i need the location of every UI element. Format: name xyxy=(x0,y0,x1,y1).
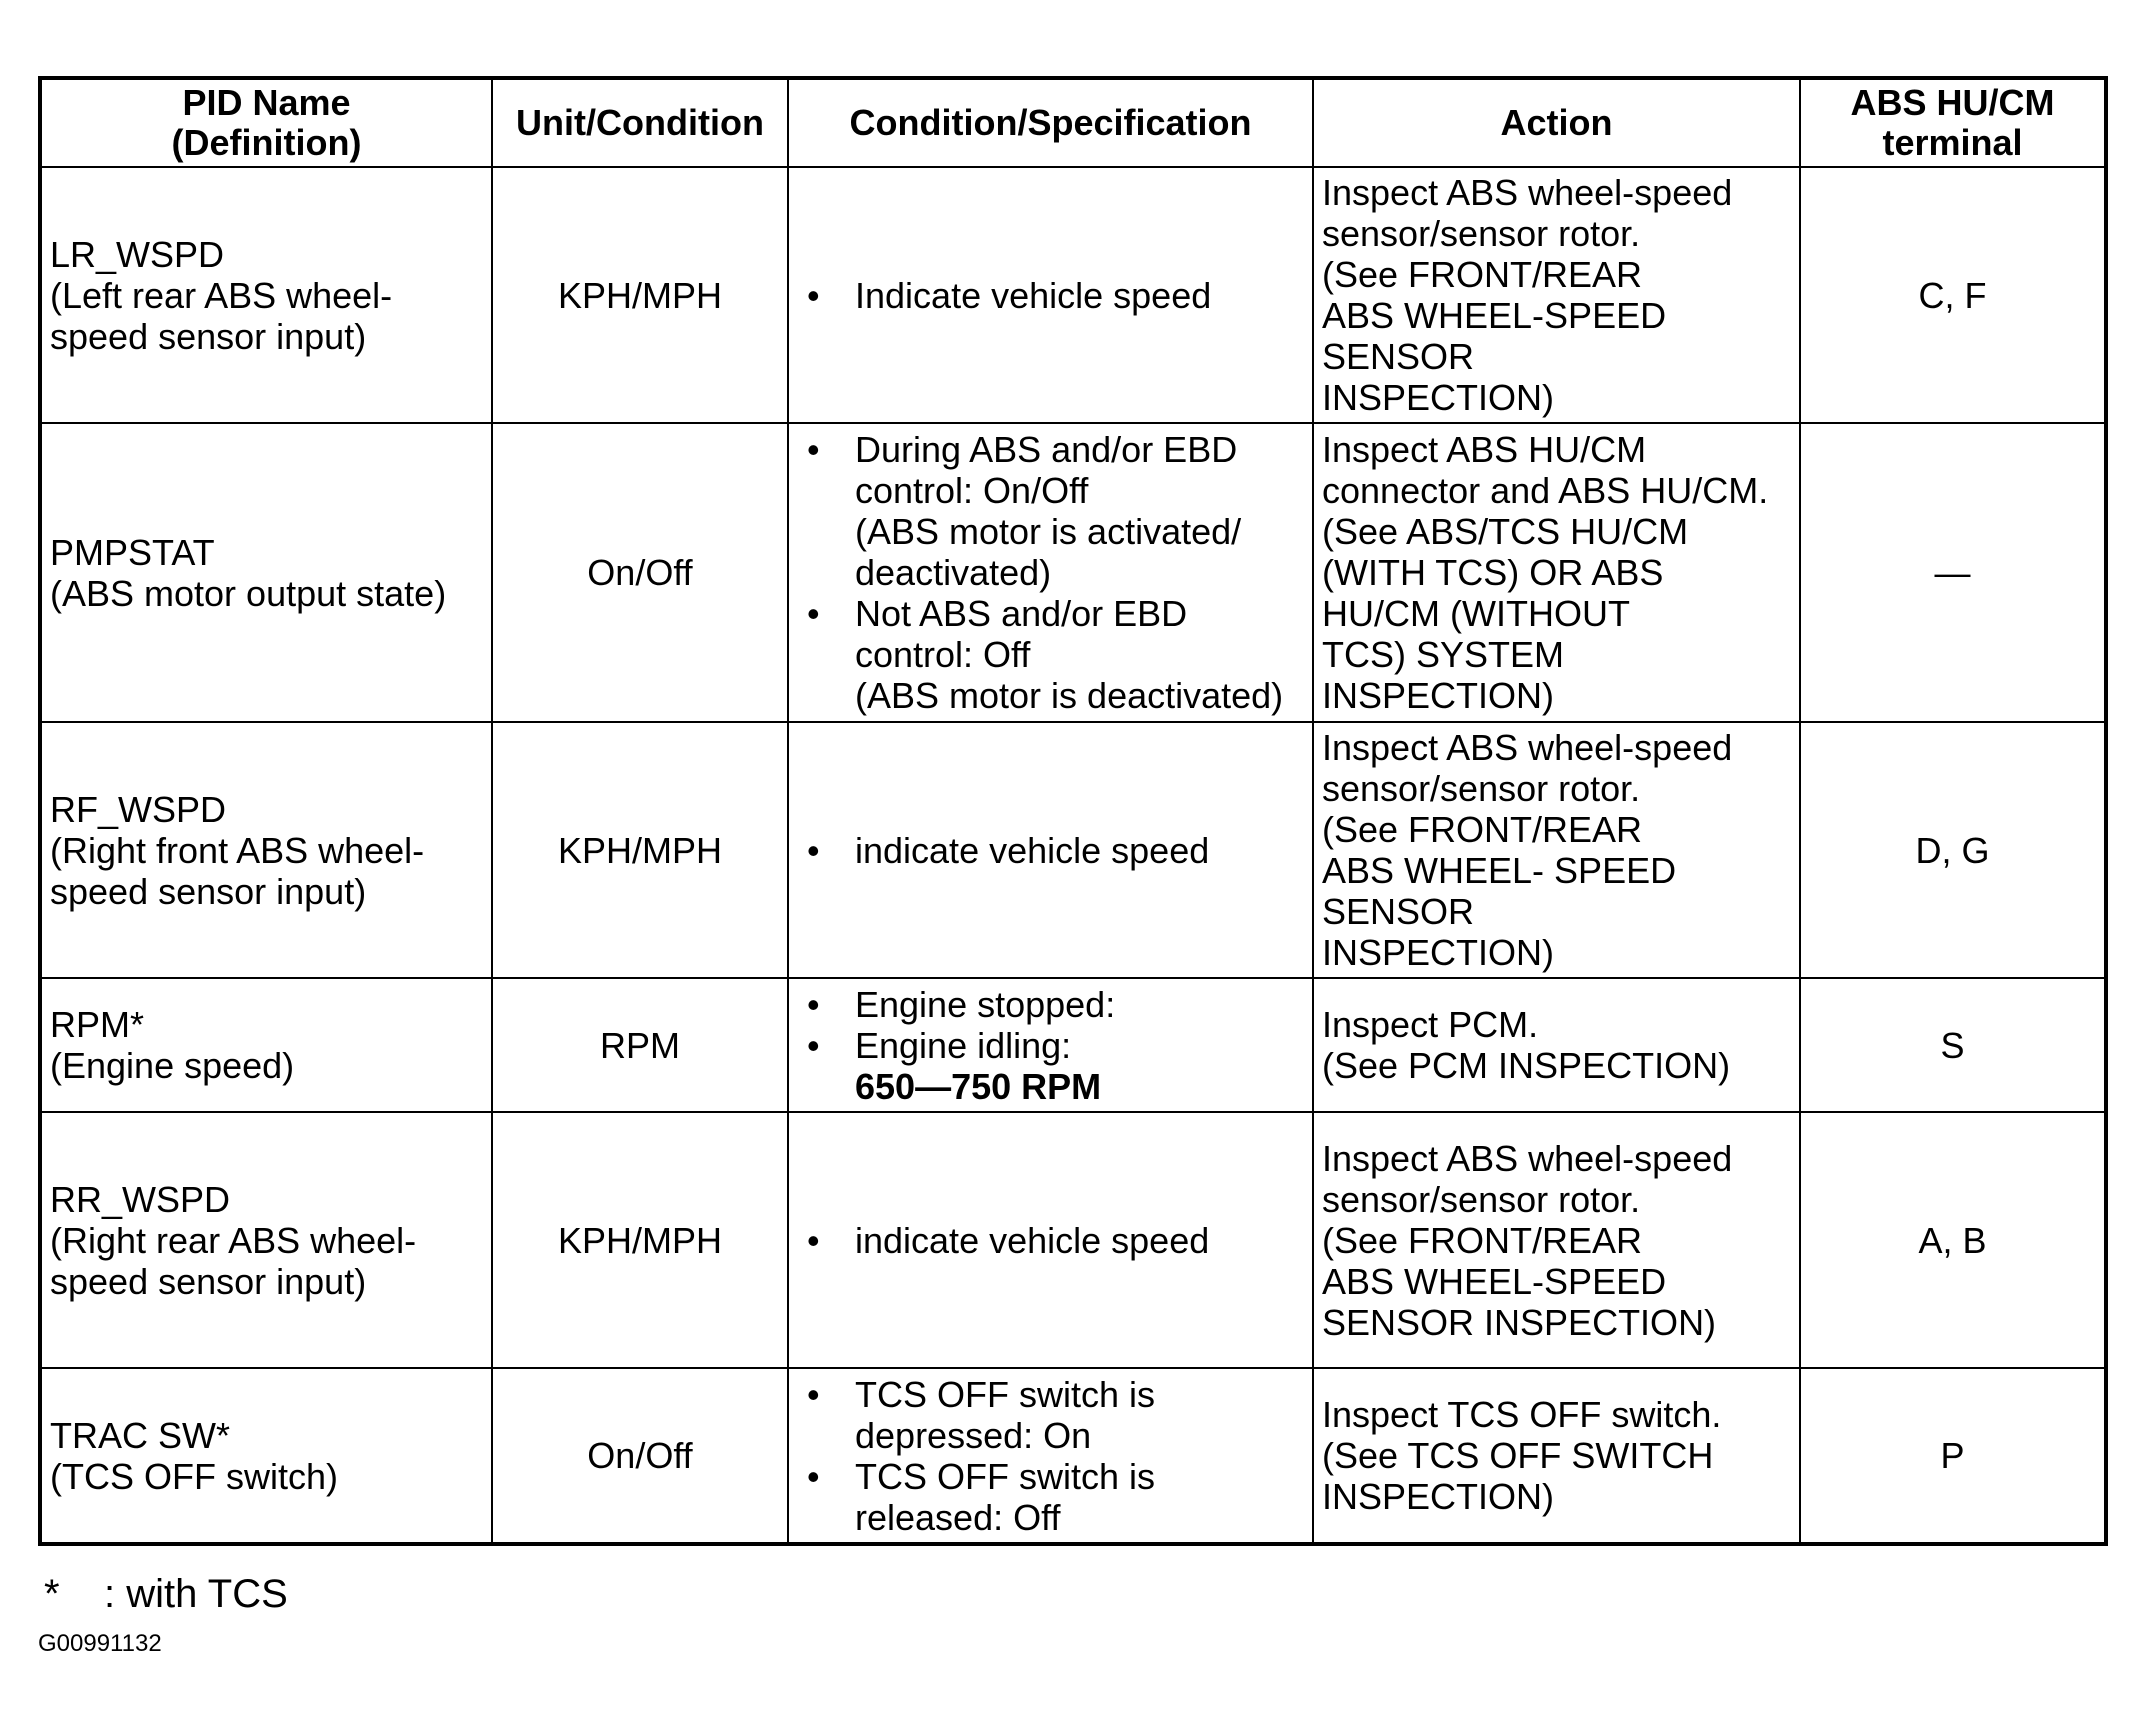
header-condition-specification xyxy=(788,78,1313,167)
header-unit-condition xyxy=(492,78,788,167)
cell-line: depressed: On xyxy=(855,1414,1092,1456)
unit-cell: RPM xyxy=(492,978,788,1112)
cell-line: sensor/sensor rotor. xyxy=(1322,768,1641,809)
pid-name-cell xyxy=(40,722,492,978)
figure-id: G00991132 xyxy=(38,1630,162,1657)
spec-bullet-item xyxy=(797,1220,1304,1261)
cell-line: • indicate vehicle speed xyxy=(855,1219,1210,1261)
pid-name-cell xyxy=(40,978,492,1112)
cell-line: • TCS OFF switch is xyxy=(855,1373,1156,1415)
spec-list xyxy=(797,830,1304,871)
pid-name-cell xyxy=(40,1112,492,1368)
cell-line: released: Off xyxy=(855,1496,1061,1538)
spec-cell xyxy=(788,167,1313,423)
action-cell xyxy=(1313,978,1800,1112)
cell-line: • During ABS and/or EBD xyxy=(855,429,1238,470)
header-line: Action xyxy=(1500,102,1613,143)
spec-bullet-item xyxy=(797,275,1304,316)
header-line: terminal xyxy=(1882,122,2023,163)
header-line: PID Name xyxy=(182,82,351,123)
action-cell xyxy=(1313,722,1800,978)
action-cell xyxy=(1313,1112,1800,1368)
unit-cell: On/Off xyxy=(492,423,788,722)
unit-cell: KPH/MPH xyxy=(492,1112,788,1368)
cell-line: (WITH TCS) OR ABS xyxy=(1322,552,1664,593)
cell-line: ABS WHEEL-SPEED xyxy=(1322,295,1667,336)
cell-line: • indicate vehicle speed xyxy=(855,829,1210,871)
cell-line: INSPECTION) xyxy=(1322,675,1555,716)
cell-line: Inspect ABS wheel-speed xyxy=(1322,1137,1733,1179)
spec-value: 650—750 RPM xyxy=(855,1065,1102,1107)
cell-line: Inspect TCS OFF switch. xyxy=(1322,1394,1722,1435)
cell-line: SENSOR xyxy=(1322,891,1475,932)
action-cell xyxy=(1313,1368,1800,1544)
cell-line: sensor/sensor rotor. xyxy=(1322,1178,1641,1220)
table-row xyxy=(40,423,2106,722)
cell-line: (ABS motor is deactivated) xyxy=(855,675,1284,716)
cell-line: RPM* xyxy=(50,1004,145,1045)
cell-line: (Engine speed) xyxy=(50,1045,295,1086)
cell-line: connector and ABS HU/CM. xyxy=(1322,470,1769,511)
action-cell xyxy=(1313,167,1800,423)
cell-line: Inspect ABS wheel-speed xyxy=(1322,727,1733,768)
cell-line: (Right front ABS wheel- xyxy=(50,829,425,871)
spec-cell xyxy=(788,423,1313,722)
cell-line: speed sensor input) xyxy=(50,315,367,357)
cell-line: control: On/Off xyxy=(855,470,1089,511)
cell-line: sensor/sensor rotor. xyxy=(1322,213,1641,254)
cell-line: (See FRONT/REAR xyxy=(1322,1219,1643,1261)
table-row xyxy=(40,722,2106,978)
terminal-cell: A, B xyxy=(1800,1112,2106,1368)
cell-line: INSPECTION) xyxy=(1322,932,1555,973)
cell-line: RR_WSPD xyxy=(50,1178,231,1220)
header-terminal xyxy=(1800,78,2106,167)
cell-line: SENSOR INSPECTION) xyxy=(1322,1301,1717,1343)
spec-cell xyxy=(788,1368,1313,1544)
cell-line: speed sensor input) xyxy=(50,870,367,912)
table-header-row xyxy=(40,78,2106,167)
spec-bullet-item xyxy=(797,830,1304,871)
spec-cell xyxy=(788,978,1313,1112)
terminal-cell: — xyxy=(1800,423,2106,722)
cell-line: (Left rear ABS wheel- xyxy=(50,274,393,316)
cell-line: (ABS motor is activated/ xyxy=(855,511,1242,552)
cell-line: (Right rear ABS wheel- xyxy=(50,1219,417,1261)
cell-line: INSPECTION) xyxy=(1322,377,1555,418)
cell-line: speed sensor input) xyxy=(50,1260,367,1302)
cell-line: Inspect PCM. xyxy=(1322,1004,1539,1045)
spec-bullet-item xyxy=(797,429,1304,593)
spec-cell xyxy=(788,722,1313,978)
action-cell xyxy=(1313,423,1800,722)
terminal-cell: P xyxy=(1800,1368,2106,1544)
cell-line: RF_WSPD xyxy=(50,788,227,830)
spec-list xyxy=(797,1220,1304,1261)
cell-line: • TCS OFF switch is xyxy=(855,1455,1156,1497)
cell-line: TRAC SW* xyxy=(50,1414,230,1456)
cell-line: Inspect ABS wheel-speed xyxy=(1322,172,1733,213)
cell-line: (ABS motor output state) xyxy=(50,572,447,614)
cell-line: (See TCS OFF SWITCH xyxy=(1322,1435,1714,1476)
cell-line: • Engine idling: xyxy=(855,1024,1072,1066)
terminal-cell: C, F xyxy=(1800,167,2106,423)
terminal-cell: D, G xyxy=(1800,722,2106,978)
spec-list xyxy=(797,1374,1304,1538)
unit-cell: On/Off xyxy=(492,1368,788,1544)
cell-line: deactivated) xyxy=(855,552,1052,593)
cell-line: (See FRONT/REAR xyxy=(1322,809,1643,850)
cell-line: • Engine stopped: xyxy=(855,983,1116,1025)
cell-line: (TCS OFF switch) xyxy=(50,1455,338,1497)
cell-line: ABS WHEEL-SPEED xyxy=(1322,1260,1667,1302)
cell-line: HU/CM (WITHOUT xyxy=(1322,593,1630,634)
cell-line: (See PCM INSPECTION) xyxy=(1322,1045,1731,1086)
header-line: (Definition) xyxy=(171,122,362,163)
cell-line: PMPSTAT xyxy=(50,531,215,573)
cell-line: Inspect ABS HU/CM xyxy=(1322,429,1647,470)
cell-line: INSPECTION) xyxy=(1322,1476,1555,1517)
pid-name-cell xyxy=(40,167,492,423)
pid-name-cell xyxy=(40,1368,492,1544)
spec-bullet-item xyxy=(797,1374,1304,1456)
header-action xyxy=(1313,78,1800,167)
spec-list xyxy=(797,275,1304,316)
header-line: Condition/Specification xyxy=(849,102,1252,143)
cell-line: • Not ABS and/or EBD xyxy=(855,593,1188,634)
spec-bullet-item xyxy=(797,593,1304,716)
table-row xyxy=(40,978,2106,1112)
cell-line: (See ABS/TCS HU/CM xyxy=(1322,511,1689,552)
cell-line: SENSOR xyxy=(1322,336,1475,377)
spec-bullet-item xyxy=(797,984,1304,1025)
table-row xyxy=(40,1112,2106,1368)
unit-cell: KPH/MPH xyxy=(492,167,788,423)
spec-list xyxy=(797,429,1304,716)
spec-bullet-item xyxy=(797,1025,1304,1107)
pid-table xyxy=(38,76,2108,1546)
spec-cell xyxy=(788,1112,1313,1368)
cell-line: • Indicate vehicle speed xyxy=(855,274,1212,316)
header-pid-name xyxy=(40,78,492,167)
unit-cell: KPH/MPH xyxy=(492,722,788,978)
cell-line: control: Off xyxy=(855,634,1031,675)
cell-line: LR_WSPD xyxy=(50,233,225,275)
header-line: Unit/Condition xyxy=(516,102,764,143)
spec-list xyxy=(797,984,1304,1107)
cell-line: ABS WHEEL- SPEED xyxy=(1322,850,1677,891)
spec-bullet-item xyxy=(797,1456,1304,1538)
pid-name-cell xyxy=(40,423,492,722)
header-line: ABS HU/CM xyxy=(1850,82,2055,123)
table-row xyxy=(40,167,2106,423)
cell-line: TCS) SYSTEM xyxy=(1322,634,1565,675)
table-row xyxy=(40,1368,2106,1544)
cell-line: (See FRONT/REAR xyxy=(1322,254,1643,295)
terminal-cell: S xyxy=(1800,978,2106,1112)
table-body xyxy=(40,167,2106,1544)
footnote: * : with TCS xyxy=(44,1572,288,1616)
